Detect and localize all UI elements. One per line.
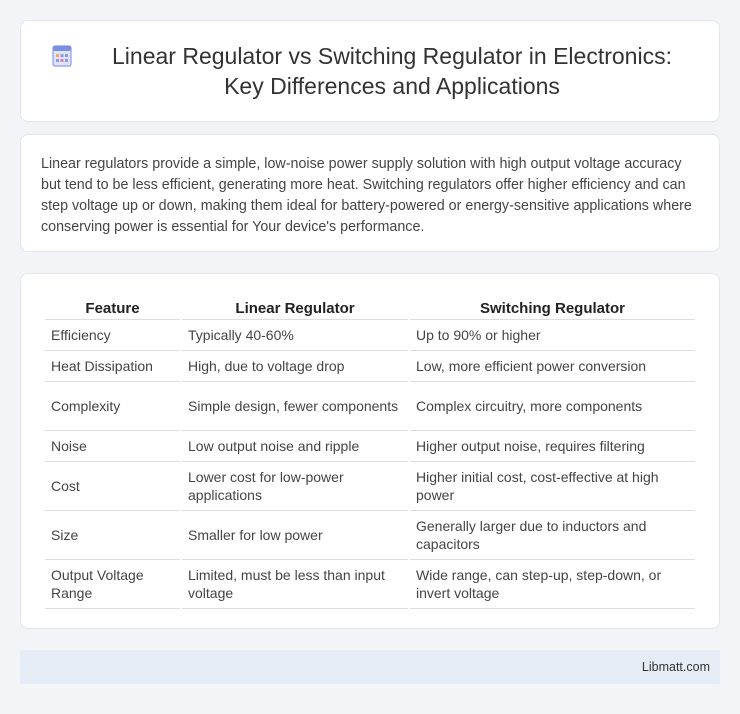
cell-linear: Simple design, fewer components xyxy=(182,382,408,431)
intro-paragraph: Linear regulators provide a simple, low-noise power supply solution with high output voltage accuracy but tend to be less efficient, generating more heat. Switching regulators offer higher efficiency and can step voltage up or down, making them ideal for battery-powered or energy-sensitive applications where conserving power is essential for Your device's performance. xyxy=(41,156,692,235)
header-feature: Feature xyxy=(45,294,180,320)
intro-card xyxy=(20,134,720,252)
table-row xyxy=(45,351,695,382)
table-header-row xyxy=(45,294,695,320)
cell-feature: Size xyxy=(45,511,180,560)
cell-feature: Noise xyxy=(45,431,180,462)
footer xyxy=(20,650,720,684)
table-row xyxy=(45,320,695,351)
cell-switching: Low, more efficient power conversion xyxy=(410,351,695,382)
page-title: Linear Regulator vs Switching Regulator in Electronics: Key Differences and Applications xyxy=(112,43,672,99)
cell-feature: Cost xyxy=(45,462,180,511)
cell-linear: Low output noise and ripple xyxy=(182,431,408,462)
table-row xyxy=(45,560,695,609)
cell-switching: Generally larger due to inductors and capacitors xyxy=(410,511,695,560)
cell-switching: Wide range, can step-up, step-down, or invert voltage xyxy=(410,560,695,609)
cell-linear: Smaller for low power xyxy=(182,511,408,560)
cell-switching: Complex circuitry, more components xyxy=(410,382,695,431)
header-linear: Linear Regulator xyxy=(182,294,408,320)
document-icon xyxy=(49,43,75,69)
cell-linear: Limited, must be less than input voltage xyxy=(182,560,408,609)
header-switching: Switching Regulator xyxy=(410,294,695,320)
table-row xyxy=(45,431,695,462)
cell-linear: Typically 40-60% xyxy=(182,320,408,351)
cell-feature: Efficiency xyxy=(45,320,180,351)
cell-switching: Higher initial cost, cost-effective at high power xyxy=(410,462,695,511)
table-row xyxy=(45,462,695,511)
comparison-card xyxy=(20,273,720,629)
cell-linear: Lower cost for low-power applications xyxy=(182,462,408,511)
cell-feature: Output Voltage Range xyxy=(45,560,180,609)
title-card xyxy=(20,20,720,122)
cell-feature: Complexity xyxy=(45,382,180,431)
table-row xyxy=(45,382,695,431)
cell-switching: Higher output noise, requires filtering xyxy=(410,431,695,462)
comparison-table xyxy=(43,294,697,609)
footer-brand-link[interactable]: Libmatt.com xyxy=(641,660,710,674)
cell-switching: Up to 90% or higher xyxy=(410,320,695,351)
table-row xyxy=(45,511,695,560)
cell-linear: High, due to voltage drop xyxy=(182,351,408,382)
cell-feature: Heat Dissipation xyxy=(45,351,180,382)
title-wrap xyxy=(49,41,691,101)
